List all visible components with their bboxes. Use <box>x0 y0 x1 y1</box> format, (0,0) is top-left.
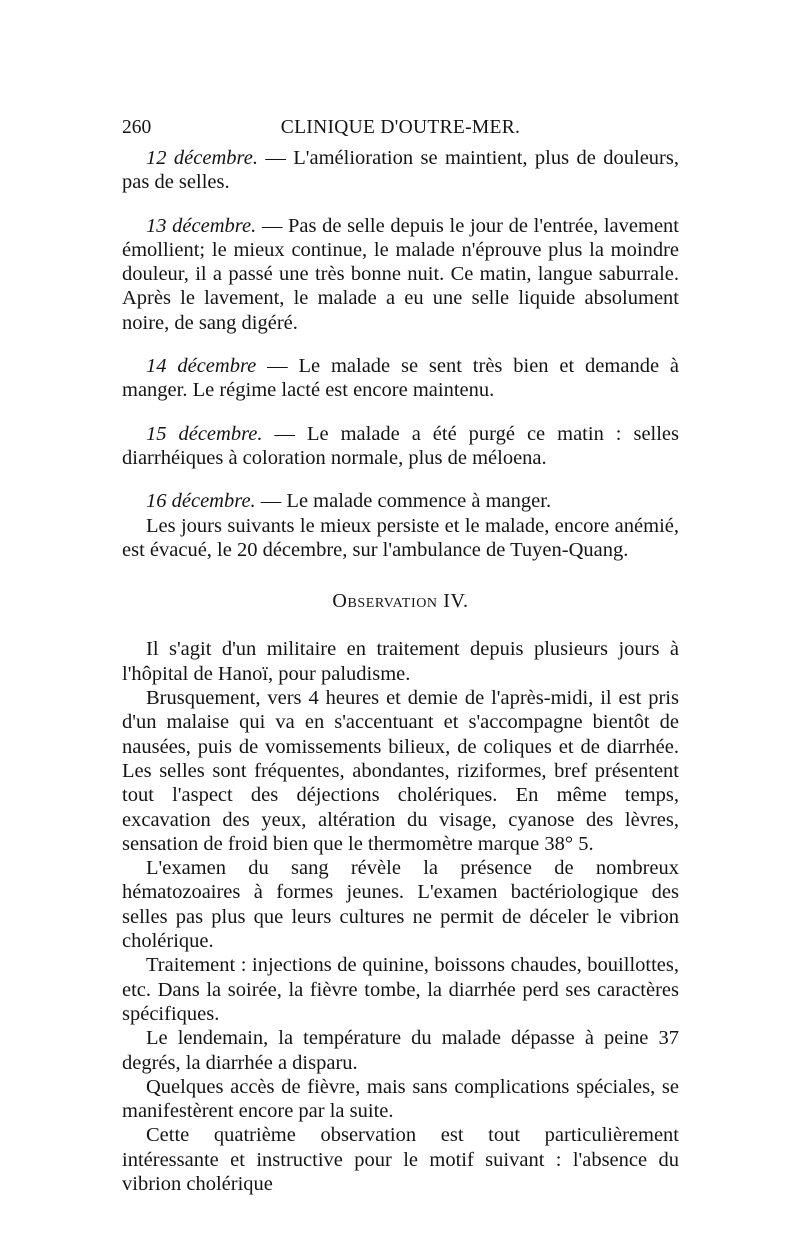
diary-entry-12-dec <box>122 146 679 195</box>
entry-date: 16 décembre. <box>146 490 256 513</box>
entry-date: 12 décembre. <box>146 147 258 169</box>
observation-paragraph: Il s'agit d'un militaire en traitement depuis plusieurs jours à l'hôpital de Hanoï, pour paludisme. <box>122 638 679 685</box>
entry-text: — L'amélioration se maintient, plus de douleurs, pas de selles. <box>122 147 679 194</box>
observation-paragraph: Cette quatrième observation est tout particulièrement intéressante et instructive pour le motif suivant : l'absence du vibrion cholérique <box>122 1124 679 1195</box>
diary-entry-13-dec <box>122 214 679 335</box>
diary-entry-14-dec <box>122 354 679 403</box>
observation-title: Observation IV. <box>332 590 469 613</box>
entry-continuation: Les jours suivants le mieux persiste et le malade, encore anémié, est évacué, le 20 décembre, sur l'ambulance de Tuyen-Quang. <box>122 514 679 561</box>
observation-paragraph: Le lendemain, la température du malade dépasse à peine 37 degrés, la diarrhée a disparu. <box>122 1027 679 1074</box>
entry-text: — Le malade commence à manger. <box>255 490 552 513</box>
observation-paragraph: Traitement : injections de quinine, boissons chaudes, bouillottes, etc. Dans la soirée, la fièvre tombe, la diarrhée perd ses caractères spécifiques. <box>122 954 679 1025</box>
entry-date: 15 décembre. <box>146 422 263 445</box>
entry-date: 13 décembre. <box>146 214 257 237</box>
entry-text: — Le malade a été purgé ce matin : selles diarrhéiques à coloration normale, plus de méloena. <box>122 422 680 469</box>
observation-paragraph: Quelques accès de fièvre, mais sans complications spéciales, se manifestèrent encore par la suite. <box>122 1075 679 1123</box>
page-number: 260 <box>122 117 152 138</box>
diary-entry-16-dec <box>122 489 679 513</box>
running-title: CLINIQUE D'OUTRE-MER. <box>280 117 521 138</box>
entry-date: 14 décembre <box>146 355 257 378</box>
entry-text: — Le malade se sent très bien et demande à manger. Le régime lacté est encore maintenu. <box>122 355 680 402</box>
diary-entry-15-dec <box>122 422 679 471</box>
observation-paragraph: Brusquement, vers 4 heures et demie de l'après-midi, il est pris d'un malaise qui va en s'accentuant et s'accompagne bientôt de nausées, puis de vomissements bilieux, de coliques et de diarrhée. Les selles sont fréquentes, abondantes, riziformes, bref présentent tout l'aspect des déjections cholériques. En même temps, excavation des yeux, altération du visage, cyanose des lèvres, sensation de froid bien que le thermomètre marque 38° 5. <box>122 687 679 855</box>
entry-text: — Pas de selle depuis le jour de l'entrée, lavement émollient; le mieux continue, le malade n'éprouve plus la moindre douleur, il a passé une très bonne nuit. Ce matin, langue saburrale. Après le lavement, le malade a eu une selle liquide absolument noire, de sang digéré. <box>122 214 679 334</box>
observation-paragraph: L'examen du sang révèle la présence de nombreux hématozoaires à formes jeunes. L'examen bactériologique des selles pas plus que leurs cultures ne permit de déceler le vibrion cholérique. <box>122 857 679 953</box>
body-text <box>122 146 679 1196</box>
page-header <box>122 114 679 142</box>
